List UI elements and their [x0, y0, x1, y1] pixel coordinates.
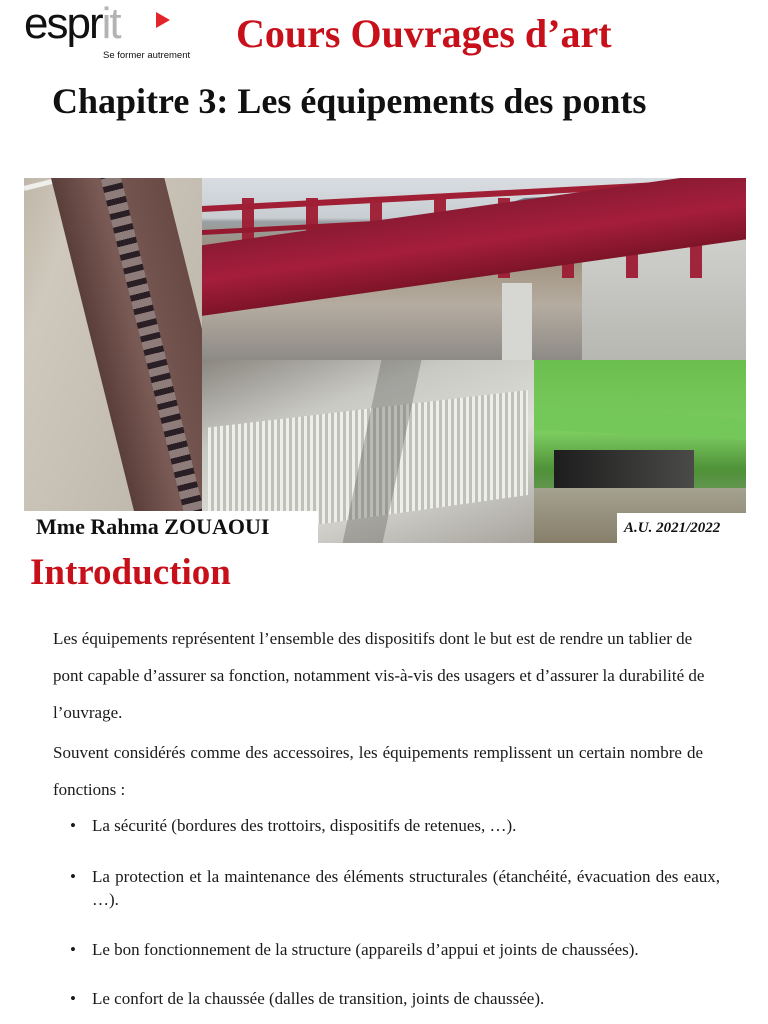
chapter-title: Chapitre 3: Les équipements des ponts	[52, 81, 647, 121]
course-title: Cours Ouvrages d’art	[236, 11, 612, 56]
list-item-text: La protection et la maintenance des éléments structurales (étanchéité, évacuation des eaux, …).	[92, 867, 720, 909]
logo-word-accent: it	[101, 0, 120, 48]
joint-plate	[46, 178, 202, 543]
expansion-joint-photo	[24, 178, 202, 543]
author-name: Mme Rahma ZOUAOUI	[36, 514, 270, 539]
functions-list	[70, 814, 750, 1010]
bullet-icon: •	[70, 816, 76, 835]
list-item	[70, 987, 750, 1010]
logo-flag-icon	[156, 12, 170, 28]
logo-tagline: Se former autrement	[103, 50, 191, 61]
logo-word-main: espr	[24, 0, 102, 48]
list-item	[70, 938, 750, 961]
esprit-logo	[22, 0, 191, 62]
bullet-icon: •	[70, 989, 76, 1008]
list-item	[70, 814, 750, 837]
green-girder	[534, 405, 746, 440]
section-title: Introduction	[30, 552, 231, 593]
bullet-icon: •	[70, 867, 76, 886]
logo-wordmark	[24, 2, 120, 46]
intro-paragraph: Les équipements représentent l’ensemble des dispositifs dont le but est de rendre un tablier de pont capable d’assurer sa fonction, notamment vis-à-vis des usagers et d’assurer la durabilité de l’ouvrage.	[53, 629, 705, 722]
bearing-pad	[554, 450, 694, 490]
functions-paragraph: Souvent considérés comme des accessoires, les équipements remplissent un certain nombre de fonctions :	[53, 743, 703, 799]
bullet-icon: •	[70, 940, 76, 959]
bridge-pier	[502, 283, 532, 360]
list-item-text: Le confort de la chaussée (dalles de transition, joints de chaussée).	[92, 989, 545, 1008]
red-bridge-railing-photo	[202, 178, 746, 360]
joint-teeth	[93, 178, 202, 543]
photo-collage	[24, 178, 746, 543]
list-item-text: La sécurité (bordures des trottoirs, dispositifs de retenues, …).	[92, 816, 517, 835]
academic-year: A.U. 2021/2022	[624, 520, 721, 536]
list-item-text: Le bon fonctionnement de la structure (appareils d’appui et joints de chaussées).	[92, 940, 639, 959]
list-item	[70, 865, 720, 911]
